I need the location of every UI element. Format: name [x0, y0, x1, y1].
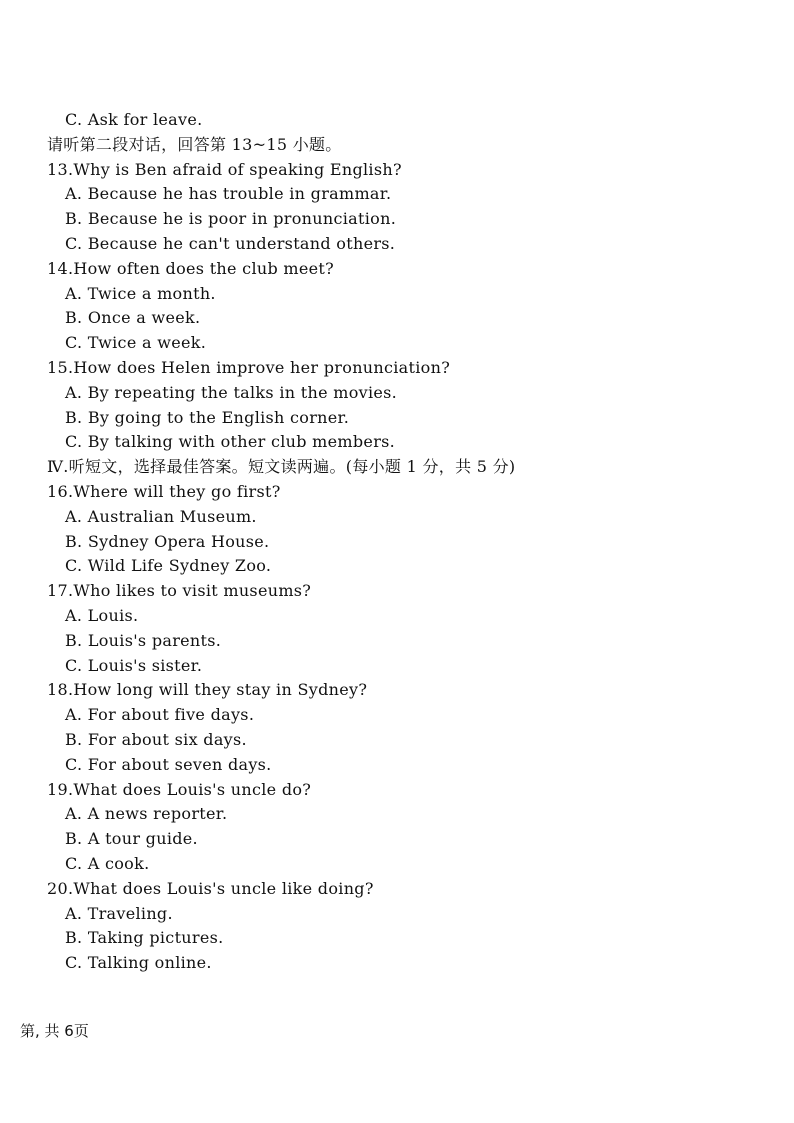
answer-option: C. Because he can't understand others.: [65, 233, 396, 253]
answer-option: C. Wild Life Sydney Zoo.: [65, 556, 272, 576]
answer-option: C. By talking with other club members.: [65, 432, 396, 452]
answer-option: B. A tour guide.: [65, 829, 198, 849]
question-text: 16.Where will they go first?: [47, 481, 281, 501]
answer-option: C. Talking online.: [65, 953, 212, 973]
answer-option: B. Louis's parents.: [65, 630, 222, 650]
question-text: 13.Why is Ben afraid of speaking English?: [47, 159, 402, 179]
answer-option: B. Because he is poor in pronunciation.: [65, 209, 397, 229]
question-text: 17.Who likes to visit museums?: [47, 581, 312, 601]
answer-option: B. Taking pictures.: [65, 928, 224, 948]
answer-option: A. Twice a month.: [65, 283, 216, 303]
answer-option: B. By going to the English corner.: [65, 407, 350, 427]
section-instruction: 请听第二段对话，回答第 13~15 小题。: [47, 134, 342, 154]
answer-option: A. Australian Museum.: [65, 506, 257, 526]
answer-option: A. Traveling.: [65, 903, 173, 923]
answer-option: B. Sydney Opera House.: [65, 531, 270, 551]
exam-content: [47, 108, 767, 976]
answer-option: A. By repeating the talks in the movies.: [65, 382, 398, 402]
answer-option: B. For about six days.: [65, 729, 247, 749]
question-text: 14.How often does the club meet?: [47, 258, 335, 278]
answer-option: A. A news reporter.: [65, 804, 228, 824]
answer-option: A. Louis.: [65, 605, 139, 625]
answer-option: C. Ask for leave.: [65, 110, 203, 129]
answer-option: C. Louis's sister.: [65, 655, 203, 675]
answer-option: C. Twice a week.: [65, 333, 207, 353]
answer-option: C. For about seven days.: [65, 754, 272, 774]
question-text: 15.How does Helen improve her pronunciation?: [47, 357, 451, 377]
answer-option: A. For about five days.: [65, 705, 255, 725]
answer-option: A. Because he has trouble in grammar.: [65, 184, 392, 204]
question-text: 19.What does Louis's uncle do?: [47, 779, 312, 799]
answer-option: B. Once a week.: [65, 308, 201, 328]
section-instruction: Ⅳ.听短文，选择最佳答案。短文读两遍。(每小题 1 分，共 5 分): [47, 457, 516, 477]
question-text: 18.How long will they stay in Sydney?: [47, 680, 368, 700]
page-footer: 第, 共 6页: [20, 1022, 89, 1040]
answer-option: C. A cook.: [65, 853, 150, 873]
question-text: 20.What does Louis's uncle like doing?: [47, 878, 374, 898]
